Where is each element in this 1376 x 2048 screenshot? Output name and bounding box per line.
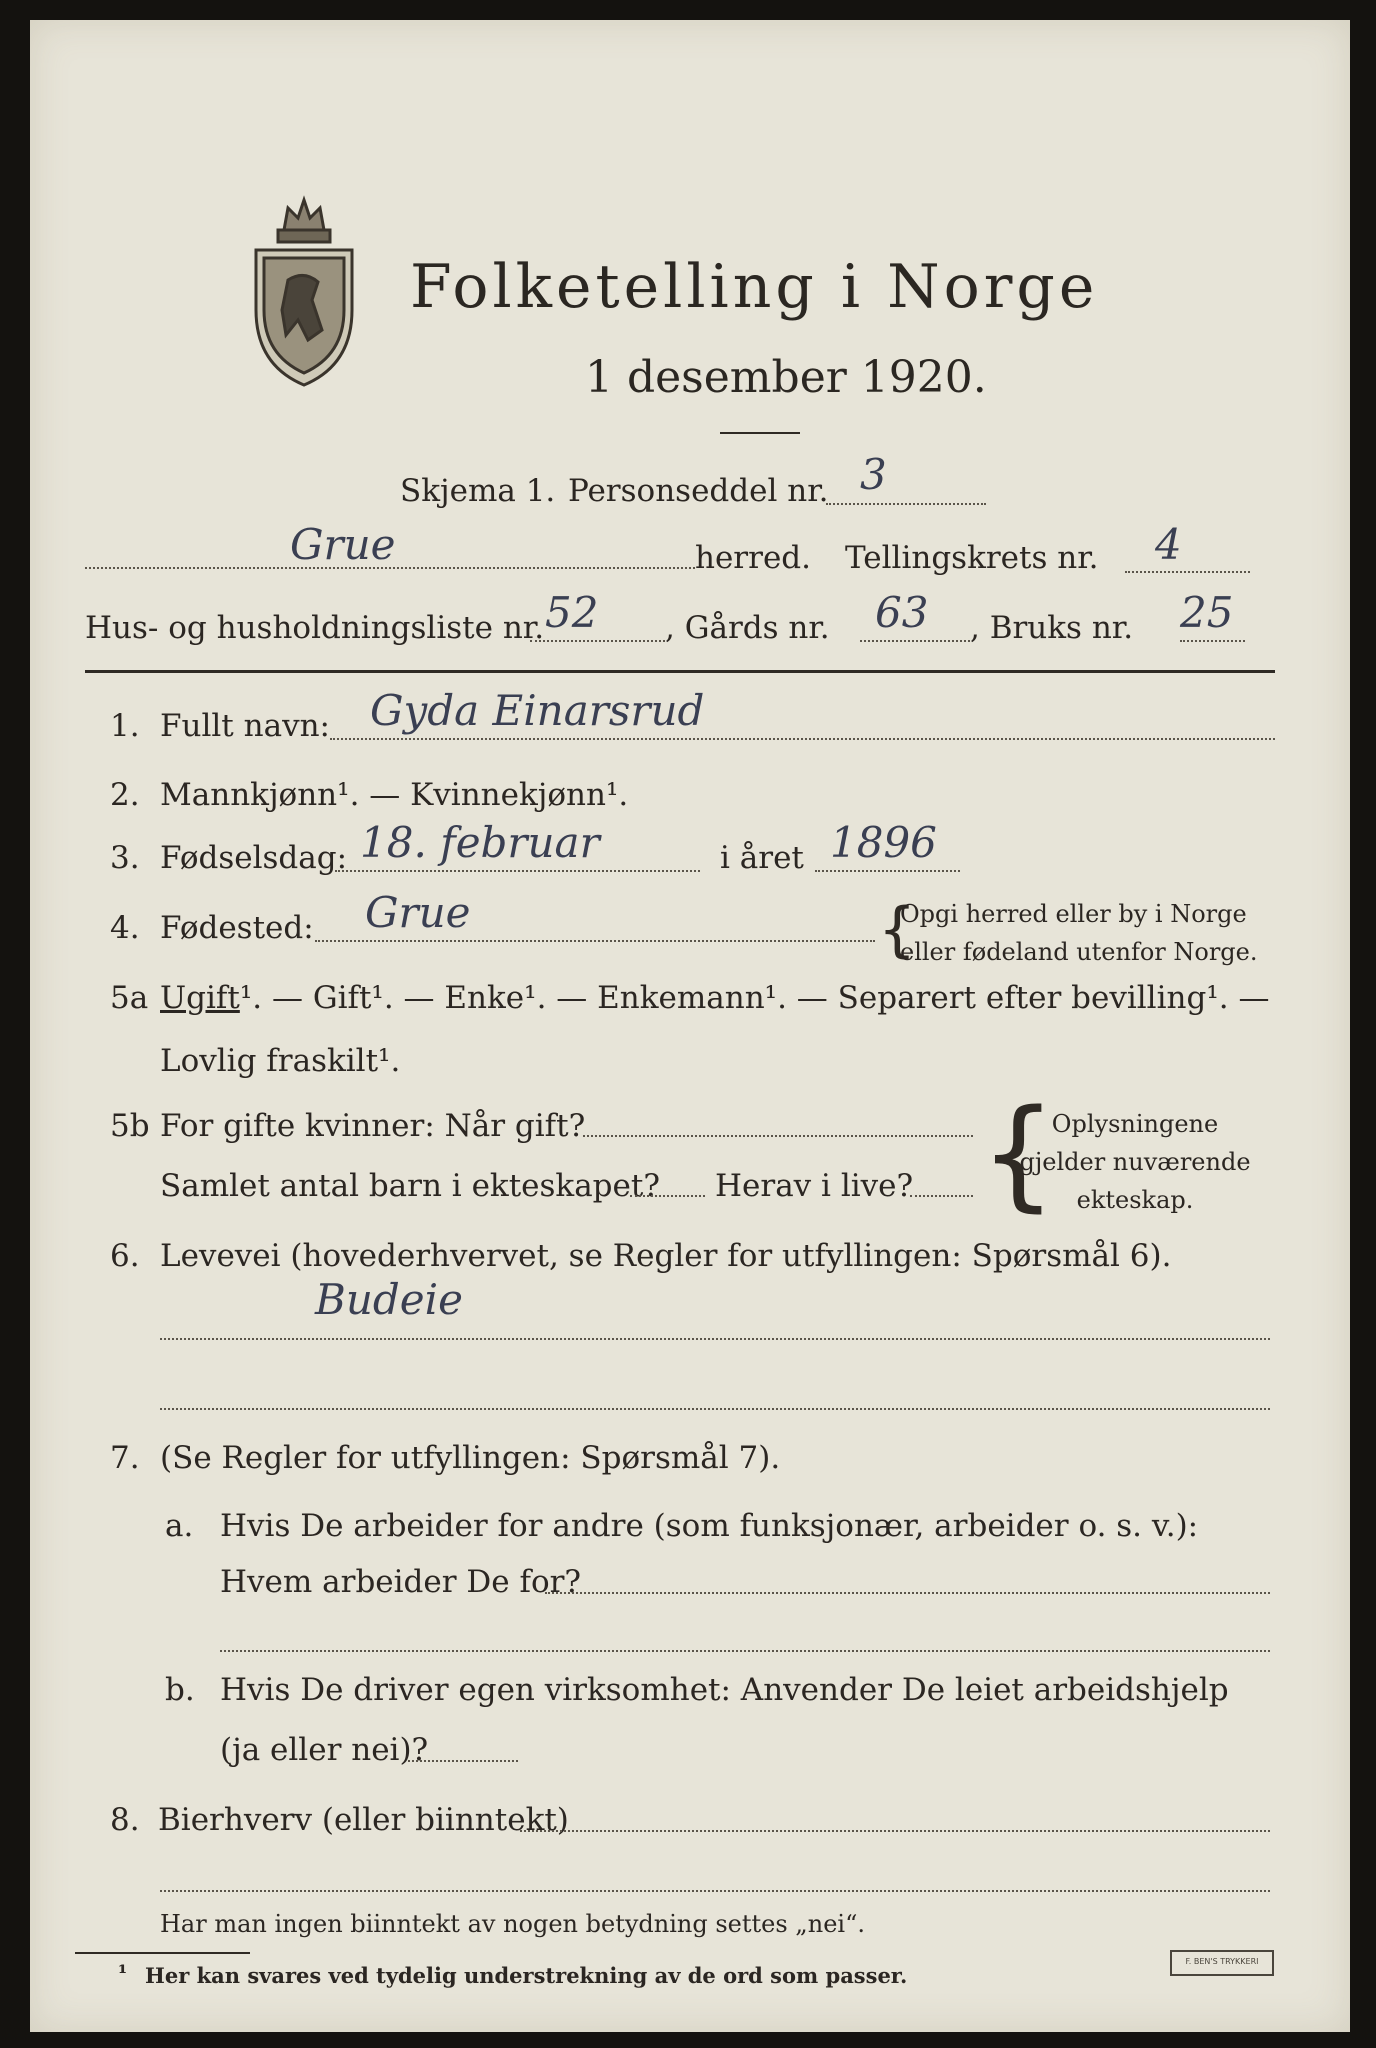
hus-value: 52 xyxy=(545,588,599,637)
schema-label: Skjema 1. xyxy=(400,473,556,509)
personseddel-value: 3 xyxy=(860,450,887,499)
q7a-line2 xyxy=(220,1650,1270,1652)
q1-line xyxy=(330,738,1275,740)
footer-note: Har man ingen biinntekt av nogen betydning settes „nei“. xyxy=(160,1910,865,1938)
title-divider xyxy=(720,432,800,434)
tellingskrets-value: 4 xyxy=(1155,520,1182,569)
q7b-label: Hvis De driver egen virksomhet: Anvender De leiet arbeidshjelp xyxy=(220,1672,1229,1708)
q7b-letter: b. xyxy=(165,1672,195,1708)
q7b-label2: (ja eller nei)? xyxy=(220,1732,429,1768)
herred-label: herred. xyxy=(695,540,811,576)
q4-value: Grue xyxy=(365,888,471,937)
q7b-line xyxy=(408,1760,518,1762)
q1-number: 1. xyxy=(110,708,140,744)
q5b-number: 5b xyxy=(110,1108,150,1144)
census-date: 1 desember 1920. xyxy=(585,352,987,403)
q5a-options xyxy=(160,980,1269,1016)
q2-label: Mannkjønn¹. — Kvinnekjønn¹. xyxy=(160,777,629,813)
q5a-line2: Lovlig fraskilt¹. xyxy=(160,1043,401,1079)
q3-line xyxy=(335,870,700,872)
q5b-barn-label: Samlet antal barn i ekteskapet? xyxy=(160,1168,660,1204)
q6-line2 xyxy=(160,1408,1270,1410)
q4-line xyxy=(315,940,875,942)
q3-value: 18. februar xyxy=(360,818,600,867)
hus-label: Hus- og husholdningsliste nr. xyxy=(85,610,545,646)
norway-coat-of-arms-icon xyxy=(248,190,360,390)
q8-label: Bierhverv (eller biinntekt) xyxy=(158,1802,569,1838)
q7-label: (Se Regler for utfyllingen: Spørsmål 7). xyxy=(160,1440,781,1476)
q7a-label2: Hvem arbeider De for? xyxy=(220,1564,582,1600)
footnote-mark: ¹ xyxy=(118,1960,128,1985)
q5b-live-line xyxy=(910,1195,973,1197)
q5b-label: For gifte kvinner: Når gift? xyxy=(160,1108,586,1144)
q3-year-line xyxy=(815,870,960,872)
q8-line1 xyxy=(520,1830,1270,1832)
footnote-rule xyxy=(75,1952,250,1954)
q8-number: 8. xyxy=(110,1802,140,1838)
q5a-other-options: ¹. — Gift¹. — Enke¹. — Enkemann¹. — Separert efter bevilling¹. — xyxy=(239,980,1270,1016)
q5b-note-line1: Oplysningene xyxy=(1051,1110,1219,1138)
q1-value: Gyda Einarsrud xyxy=(370,686,705,735)
printer-stamp: F. BEN'S TRYKKERI xyxy=(1170,1950,1274,1976)
herred-value: Grue xyxy=(290,520,396,569)
q5b-brace: { xyxy=(980,1085,1057,1224)
tellingskrets-line xyxy=(1125,571,1250,573)
bruks-line xyxy=(1180,640,1245,642)
page-title: Folketelling i Norge xyxy=(410,252,1099,322)
q5b-note-line2: gjelder nuværende xyxy=(1019,1148,1251,1176)
gards-line xyxy=(860,640,970,642)
q1-label: Fullt navn: xyxy=(160,708,330,744)
gards-label: , Gårds nr. xyxy=(665,610,830,646)
q5a-number: 5a xyxy=(110,980,149,1016)
q3-label: Fødselsdag: xyxy=(160,840,348,876)
q5a-ugift-underlined: Ugift xyxy=(160,980,240,1016)
q4-note-line1: Opgi herred eller by i Norge xyxy=(900,900,1247,928)
q7a-letter: a. xyxy=(165,1508,194,1544)
q2-number: 2. xyxy=(110,777,140,813)
bruks-label: , Bruks nr. xyxy=(970,610,1134,646)
q5b-live-label: Herav i live? xyxy=(715,1168,914,1204)
gards-value: 63 xyxy=(875,588,929,637)
q3-year-label: i året xyxy=(720,840,804,876)
bruks-value: 25 xyxy=(1180,588,1234,637)
q3-number: 3. xyxy=(110,840,140,876)
q5b-gift-line xyxy=(583,1135,973,1137)
q4-label: Fødested: xyxy=(160,910,314,946)
personseddel-label: Personseddel nr. xyxy=(568,473,829,509)
footnote-text: Her kan svares ved tydelig understrekning av de ord som passer. xyxy=(145,1963,908,1988)
tellingskrets-label: Tellingskrets nr. xyxy=(845,540,1099,576)
q7a-label: Hvis De arbeider for andre (som funksjonær, arbeider o. s. v.): xyxy=(220,1508,1199,1544)
q8-line2 xyxy=(160,1890,1270,1892)
q4-note-line2: eller fødeland utenfor Norge. xyxy=(900,938,1258,966)
q5b-barn-line xyxy=(630,1195,705,1197)
header-rule xyxy=(85,670,1275,673)
q6-number: 6. xyxy=(110,1238,140,1274)
census-form xyxy=(30,20,1350,2032)
q5b-note-line3: ekteskap. xyxy=(1076,1186,1194,1214)
q6-label: Levevei (hovederhvervet, se Regler for utfyllingen: Spørsmål 6). xyxy=(160,1238,1172,1274)
q7-number: 7. xyxy=(110,1440,140,1476)
hus-line xyxy=(530,640,665,642)
q3-year-value: 1896 xyxy=(830,818,937,867)
q7a-line1 xyxy=(545,1592,1270,1594)
personseddel-line xyxy=(826,503,986,505)
q6-line1 xyxy=(160,1338,1270,1340)
q4-number: 4. xyxy=(110,910,140,946)
q6-value: Budeie xyxy=(315,1275,463,1324)
q4-brace: { xyxy=(878,895,917,965)
